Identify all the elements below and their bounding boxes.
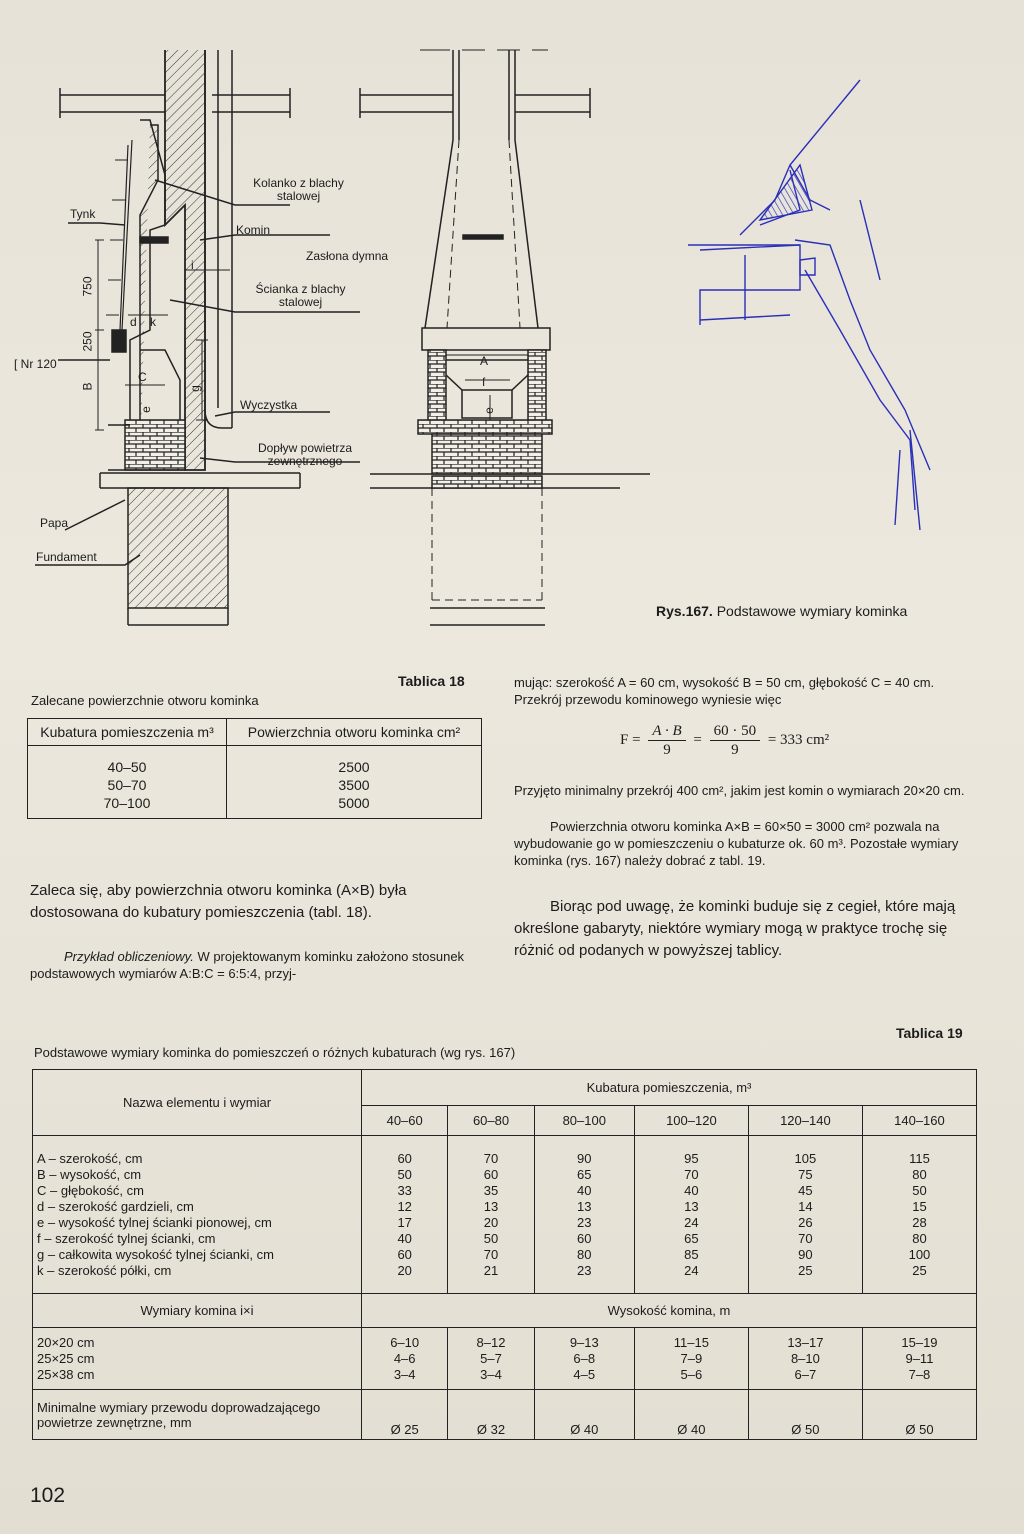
table18-head-vol: Kubatura pomieszczenia m³ <box>28 719 227 746</box>
right-paragraph-1: mując: szerokość A = 60 cm, wysokość B = 50 cm, głębokość C = 40 cm. Przekrój przewodu kominowego wyniesie więc <box>514 675 935 707</box>
min-duct-value: Ø 40 <box>634 1390 748 1440</box>
right-paragraph-3: Powierzchnia otworu kominka A×B = 60×50 = 3000 cm² pozwala na wybudowanie go w pomieszczeniu o kubaturze ok. 60 m³. Pozostałe wymiary kominka (rys. 167) należy dobrać z tabl. 19. <box>514 819 959 868</box>
dim-g: g <box>187 385 202 392</box>
label-fundament: Fundament <box>36 550 97 564</box>
values-col-6: 115 80 50 15 28 80 100 25 <box>862 1136 976 1294</box>
min-duct-value: Ø 32 <box>448 1390 534 1440</box>
label-kolanko: Kolanko z blachy stalowej <box>253 176 344 203</box>
table19-head-name: Nazwa elementu i wymiar <box>33 1070 362 1136</box>
min-duct-value: Ø 50 <box>748 1390 862 1440</box>
label-zaslona: Zasłona dymna <box>306 249 389 263</box>
values-col-3: 90 65 40 13 23 60 80 23 <box>534 1136 634 1294</box>
komin-head: Wymiary komina i×i <box>33 1294 362 1328</box>
label-wyczystka: Wyczystka <box>240 398 298 412</box>
dim-B: B <box>80 382 95 391</box>
komin-sizes: 20×20 cm 25×25 cm 25×38 cm <box>33 1328 362 1390</box>
dim-d: d <box>130 315 137 329</box>
dim-e: e <box>138 406 153 413</box>
front-view <box>360 50 650 625</box>
left-paragraph-1: Zaleca się, aby powierzchnia otworu kominka (A×B) była dostosowana do kubatury pomieszczenia (tabl. 18). <box>30 882 407 921</box>
label-scianka: Ścianka z blachy stalowej <box>255 282 346 309</box>
dim-i: i <box>191 258 194 272</box>
komin-heights-col-4: 11–15 7–9 5–6 <box>634 1328 748 1390</box>
dim-750: 750 <box>80 276 95 297</box>
min-duct-value: Ø 25 <box>362 1390 448 1440</box>
table19-label: Tablica 19 <box>896 1025 963 1041</box>
values-col-5: 105 75 45 14 26 70 90 25 <box>748 1136 862 1294</box>
dim-e-front: e <box>481 407 496 414</box>
values-col-1: 60 50 33 12 17 40 60 20 <box>362 1136 448 1294</box>
range-cell: 80–100 <box>534 1106 634 1136</box>
table19 <box>32 1069 977 1440</box>
table18-head-area: Powierzchnia otworu kominka cm² <box>227 719 482 746</box>
range-cell: 100–120 <box>634 1106 748 1136</box>
table18-vol-cell: 40–50 50–70 70–100 <box>28 746 227 819</box>
pen-sketch <box>688 80 930 530</box>
table18-label: Tablica 18 <box>398 673 465 689</box>
komin-heights-col-6: 15–19 9–11 7–8 <box>862 1328 976 1390</box>
dim-k: k <box>150 315 156 329</box>
right-paragraph-4: Biorąc pod uwagę, że kominki buduje się z cegieł, które mają określone gabaryty, niektóre wymiary mogą w praktyce trochę się różnić od podanych w powyższej tablicy. <box>514 898 956 959</box>
label-papa: Papa <box>40 516 69 530</box>
formula: F = $\frac{A \cdot B}{9}$ = $\frac{60 \cdot 50}{9}$ = 333 cm² <box>620 723 830 758</box>
dim-A: A <box>480 354 489 368</box>
range-cell: 140–160 <box>862 1106 976 1136</box>
min-duct-value: Ø 50 <box>862 1390 976 1440</box>
values-col-2: 70 60 35 13 20 50 70 21 <box>448 1136 534 1294</box>
range-cell: 60–80 <box>448 1106 534 1136</box>
values-col-4: 95 70 40 13 24 65 85 24 <box>634 1136 748 1294</box>
komin-heights-col-3: 9–13 6–8 4–5 <box>534 1328 634 1390</box>
table19-head-kub: Kubatura pomieszczenia, m³ <box>362 1070 977 1106</box>
table18 <box>27 718 482 819</box>
table18-title: Zalecane powierzchnie otworu kominka <box>31 693 259 708</box>
dim-250: 250 <box>80 331 95 352</box>
table19-title: Podstawowe wymiary kominka do pomieszczeń o różnych kubaturach (wg rys. 167) <box>34 1045 516 1060</box>
label-doplyw: Dopływ powietrza zewnętrznego <box>257 441 353 468</box>
dim-C: C <box>138 370 147 384</box>
range-cell: 40–60 <box>362 1106 448 1136</box>
komin-heights-col-2: 8–12 5–7 3–4 <box>448 1328 534 1390</box>
label-cnr120: [ Nr 120 <box>14 357 57 371</box>
dim-f: f <box>482 375 486 389</box>
label-tynk: Tynk <box>70 207 96 221</box>
element-list: A – szerokość, cm B – wysokość, cm C – głębokość, cm d – szerokość gardzieli, cm e – wysokość tylnej ścianki pionowej, cm f – szerokość tylnej ścianki, cm g – całkowita wysokość tylnej ścianki, cm k – szerokość półki, cm <box>33 1136 362 1294</box>
left-paragraph-2: Przykład obliczeniowy. W projektowanym kominku założono stosunek podstawowych wymiarów A:B:C = 6:5:4, przyj- <box>30 949 465 981</box>
label-komin: Komin <box>236 223 271 237</box>
page-number: 102 <box>30 1484 66 1507</box>
komin-heights-col-5: 13–17 8–10 6–7 <box>748 1328 862 1390</box>
right-paragraph-2: Przyjęto minimalny przekrój 400 cm², jakim jest komin o wymiarach 20×20 cm. <box>514 783 965 798</box>
table18-area-cell: 2500 3500 5000 <box>227 746 482 819</box>
figure-caption: Rys.167. Podstawowe wymiary kominka <box>656 603 908 619</box>
komin-wys-head: Wysokość komina, m <box>362 1294 977 1328</box>
komin-heights-col-1: 6–10 4–6 3–4 <box>362 1328 448 1390</box>
min-duct-label: Minimalne wymiary przewodu doprowadzającego powietrze zewnętrzne, mm <box>33 1390 362 1440</box>
range-cell: 120–140 <box>748 1106 862 1136</box>
min-duct-value: Ø 40 <box>534 1390 634 1440</box>
